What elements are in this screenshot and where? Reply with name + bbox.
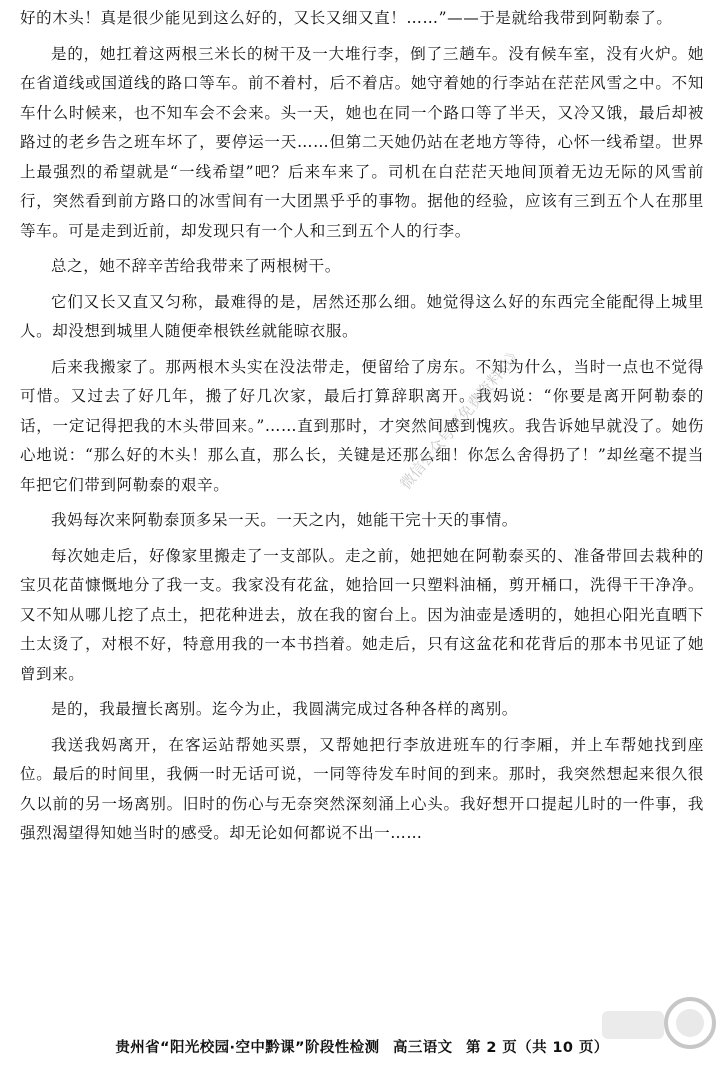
paragraph-7: 每次她走后，好像家里搬走了一支部队。走之前，她把她在阿勒泰买的、准备带回去栽种的宝贝花苗慷慨地分了我一支。我家没有花盆，她拾回一只塑料油桶，剪开桶口，洗得干干净净。又不知从哪儿挖了点土，把花种进去，放在我的窗台上。因为油壶是透明的，她担心阳光直晒下土太烫了，对根不好，特意用我的一本书挡着。她走后，只有这盆花和花背后的那本书见证了她曾到来。	[20, 546, 704, 683]
paragraph-5: 后来我搬家了。那两根木头实在没法带走，便留给了房东。不知为什么，当时一点也不觉得可惜。又过去了好几年，搬了好几次家，最后打算辞职离开。我妈说：“你要是离开阿勒泰的话，一定记得把我的木头带回来。”……直到那时，才突然间感到愧疚。我告诉她早就没了。她伤心地说：“那么好的木头！那么直，那么长，关键是还那么细！你怎么舍得扔了！”却丝毫不提当年把它们带到阿勒泰的艰辛。	[20, 357, 704, 494]
paragraph-6: 我妈每次来阿勒泰顶多呆一天。一天之内，她能干完十天的事情。	[51, 511, 518, 529]
watermark: 微信公众号《免费资料站》	[396, 343, 527, 493]
paragraph-2: 是的，她扛着这两根三米长的树干及一大堆行李，倒了三趟车。没有候车室，没有火炉。她在省道线或国道线的路口等车。前不着村，后不着店。她守着她的行李站在茫茫风雪之中。不知车什么时候来，也不知车会不会来。头一天，她也在同一个路口等了半天，又冷又饿，最后却被路过的老乡告之班车坏了，要停运一天……但第二天她仍站在老地方等待，心怀一线希望。世界上最强烈的希望就是“一线希望”吧？后来车来了。司机在白茫茫天地间顶着无边无际的风雪前行，突然看到前方路口的冰雪间有一大团黑乎乎的事物。据他的经验，应该有三到五个人在那里等车。可是走到近前，却发现只有一个人和三到五个人的行李。	[20, 44, 704, 240]
paragraph-8: 是的，我最擅长离别。迄今为止，我圆满完成过各种各样的离别。	[51, 700, 518, 718]
paragraph-9: 我送我妈离开，在客运站帮她买票，又帮她把行李放进班车的行李厢，并上车帮她找到座位。最后的时间里，我俩一时无话可说，一同等待发车时间的到来。那时，我突然想起来很久很久以前的另一场离别。旧时的伤心与无奈突然深刻涌上心头。我好想开口提起儿时的一件事，我强烈渴望得知她当时的感受。却无论如何都说不出一……	[20, 735, 704, 842]
page-number: 第 2 页（共 10 页）	[466, 1040, 609, 1056]
exam-title: 贵州省“阳光校园·空中黔课”阶段性检测	[115, 1040, 380, 1056]
paragraph-1: 好的木头！真是很少能见到这么好的，又长又细又直！……”——于是就给我带到阿勒泰了。	[20, 9, 673, 27]
answer-circle-logo	[598, 993, 718, 1065]
subject-label: 高三语文	[392, 1040, 453, 1056]
paragraph-4: 它们又长又直又匀称，最难得的是，居然还那么细。她觉得这么好的东西完全能配得上城里人。却没想到城里人随便牵根铁丝就能晾衣服。	[20, 292, 704, 340]
passage	[20, 4, 704, 855]
paragraph-3: 总之，她不辞辛苦给我带来了两根树干。	[51, 257, 341, 275]
